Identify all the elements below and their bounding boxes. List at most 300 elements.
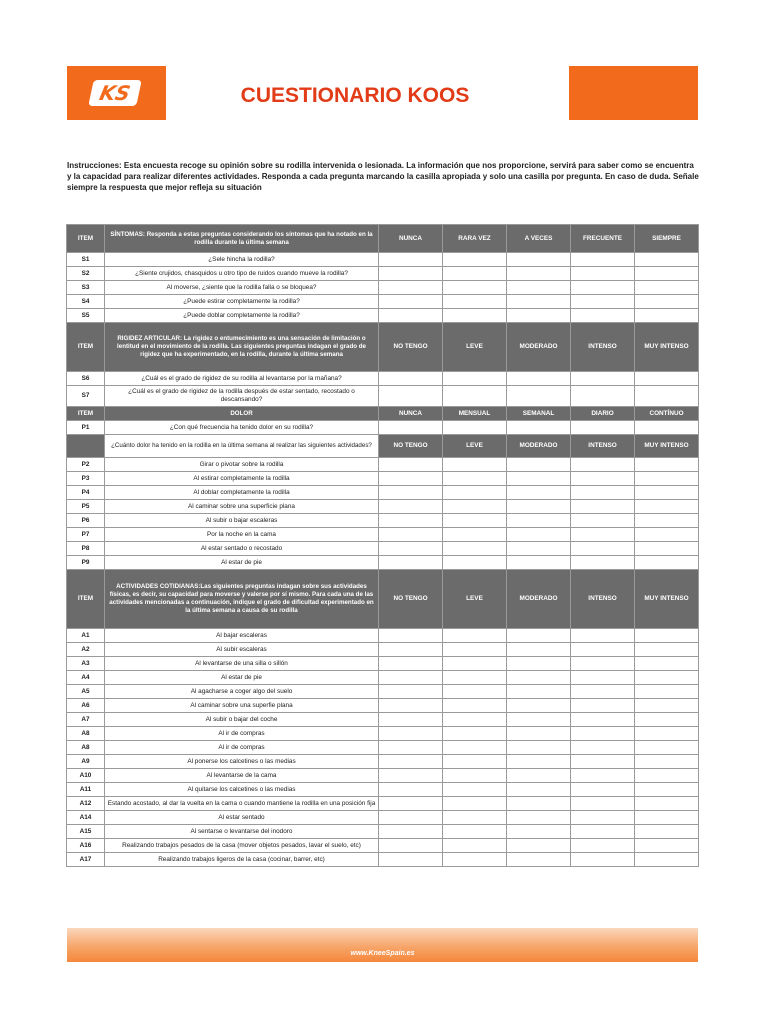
question-row xyxy=(67,783,699,797)
dolor-q-text: Al doblar completamente la rodilla xyxy=(105,486,379,500)
answer-checkbox[interactable] xyxy=(443,685,507,699)
answer-checkbox[interactable] xyxy=(443,797,507,811)
actividades-q-text: Realizando trabajos ligeros de la casa (cocinar, barrer, etc) xyxy=(105,853,379,867)
actividades-q-id: A1 xyxy=(67,629,105,643)
dolor-q-id: P6 xyxy=(67,514,105,528)
answer-checkbox[interactable] xyxy=(379,629,443,643)
answer-checkbox[interactable] xyxy=(571,783,635,797)
answer-checkbox[interactable] xyxy=(443,825,507,839)
answer-checkbox[interactable] xyxy=(571,643,635,657)
answer-checkbox[interactable] xyxy=(443,458,507,472)
answer-checkbox[interactable] xyxy=(635,472,699,486)
answer-checkbox[interactable] xyxy=(571,797,635,811)
actividades-q-id: A8 xyxy=(67,727,105,741)
actividades-q-text: Al caminar sobre una superfie plana xyxy=(105,699,379,713)
answer-checkbox[interactable] xyxy=(507,825,571,839)
rigidez-item-label: ITEM xyxy=(67,323,105,372)
actividades-title: ACTIVIDADES COTIDIANAS:Las siguientes preguntas indagan sobre sus actividades físicas, es decir, su capacidad para moverse y valerse por sí mismo. Para cada una de las actividades mencionadas a continuación, indique el grado de dificultad experimentado en la última semana a causa de su rodilla xyxy=(105,570,379,629)
answer-checkbox[interactable] xyxy=(507,309,571,323)
answer-checkbox[interactable] xyxy=(507,295,571,309)
answer-checkbox[interactable] xyxy=(635,783,699,797)
answer-checkbox[interactable] xyxy=(507,458,571,472)
instructions-text: Instrucciones: Esta encuesta recoge su opinión sobre su rodilla intervenida o lesionada. La información que nos proporcione, servirá para saber como se encuentra y la capacidad para realizar diferentes actividades. Responda a cada pregunta marcando la casilla apropiada y solo una casilla por pregunta. En caso de duda. Señale siempre la respuesta que mejor refleja su situación xyxy=(67,161,699,192)
answer-checkbox[interactable] xyxy=(571,486,635,500)
answer-checkbox[interactable] xyxy=(571,853,635,867)
dolor-q-text: Al estar sentado o recostado xyxy=(105,542,379,556)
answer-checkbox[interactable] xyxy=(379,528,443,542)
answer-checkbox[interactable] xyxy=(379,769,443,783)
answer-checkbox[interactable] xyxy=(507,386,571,407)
logo: KS xyxy=(88,80,142,106)
answer-checkbox[interactable] xyxy=(507,839,571,853)
actividades-q-text: Al levantarse de una silla o sillón xyxy=(105,657,379,671)
answer-checkbox[interactable] xyxy=(443,267,507,281)
answer-checkbox[interactable] xyxy=(443,657,507,671)
question-row xyxy=(67,657,699,671)
answer-checkbox[interactable] xyxy=(443,309,507,323)
dolor-option-1: MENSUAL xyxy=(443,407,507,421)
rigidez-option-0: NO TENGO xyxy=(379,323,443,372)
sintomas-option-1: RARA VEZ xyxy=(443,225,507,253)
answer-checkbox[interactable] xyxy=(507,685,571,699)
sintomas-q-id: S1 xyxy=(67,253,105,267)
answer-checkbox[interactable] xyxy=(571,514,635,528)
answer-checkbox[interactable] xyxy=(571,727,635,741)
answer-checkbox[interactable] xyxy=(443,372,507,386)
answer-checkbox[interactable] xyxy=(635,372,699,386)
answer-checkbox[interactable] xyxy=(635,528,699,542)
actividades-q-id: A12 xyxy=(67,797,105,811)
answer-checkbox[interactable] xyxy=(635,309,699,323)
rigidez-q-text: ¿Cuál es el grado de rigidez de la rodilla después de estar sentado, recostado o descansando? xyxy=(105,386,379,407)
answer-checkbox[interactable] xyxy=(571,458,635,472)
answer-checkbox[interactable] xyxy=(571,755,635,769)
answer-checkbox[interactable] xyxy=(379,281,443,295)
answer-checkbox[interactable] xyxy=(507,755,571,769)
question-row xyxy=(67,514,699,528)
answer-checkbox[interactable] xyxy=(507,421,571,435)
question-row xyxy=(67,500,699,514)
dolor-sub-header-row xyxy=(67,435,699,458)
answer-checkbox[interactable] xyxy=(571,741,635,755)
answer-checkbox[interactable] xyxy=(379,727,443,741)
question-row xyxy=(67,727,699,741)
question-row xyxy=(67,825,699,839)
answer-checkbox[interactable] xyxy=(443,386,507,407)
answer-checkbox[interactable] xyxy=(379,514,443,528)
actividades-q-id: A16 xyxy=(67,839,105,853)
question-row xyxy=(67,542,699,556)
rigidez-option-1: LEVE xyxy=(443,323,507,372)
rigidez-q-id: S6 xyxy=(67,372,105,386)
answer-checkbox[interactable] xyxy=(635,755,699,769)
answer-checkbox[interactable] xyxy=(379,685,443,699)
question-row xyxy=(67,839,699,853)
question-row xyxy=(67,458,699,472)
answer-checkbox[interactable] xyxy=(507,741,571,755)
answer-checkbox[interactable] xyxy=(571,386,635,407)
answer-checkbox[interactable] xyxy=(635,657,699,671)
question-row xyxy=(67,713,699,727)
question-row xyxy=(67,853,699,867)
answer-checkbox[interactable] xyxy=(635,486,699,500)
footer-url: www.KneeSpain.es xyxy=(350,950,415,957)
actividades-option-3: INTENSO xyxy=(571,570,635,629)
answer-checkbox[interactable] xyxy=(379,853,443,867)
answer-checkbox[interactable] xyxy=(635,839,699,853)
actividades-q-text: Al subir o bajar del coche xyxy=(105,713,379,727)
answer-checkbox[interactable] xyxy=(571,769,635,783)
answer-checkbox[interactable] xyxy=(379,657,443,671)
answer-checkbox[interactable] xyxy=(635,797,699,811)
sintomas-option-4: SIEMPRE xyxy=(635,225,699,253)
question-row xyxy=(67,486,699,500)
dolor-q-text: Al estirar completamente la rodilla xyxy=(105,472,379,486)
question-row xyxy=(67,671,699,685)
answer-checkbox[interactable] xyxy=(635,713,699,727)
answer-checkbox[interactable] xyxy=(379,542,443,556)
answer-checkbox[interactable] xyxy=(507,797,571,811)
dolor-sub-title: ¿Cuánto dolor ha tenido en la rodilla en la última semana al realizar las siguientes actividades? xyxy=(105,435,379,458)
header-orange-block xyxy=(569,66,698,120)
answer-checkbox[interactable] xyxy=(507,542,571,556)
answer-checkbox[interactable] xyxy=(635,853,699,867)
dolor-option-0: NUNCA xyxy=(379,407,443,421)
sintomas-option-0: NUNCA xyxy=(379,225,443,253)
answer-checkbox[interactable] xyxy=(635,295,699,309)
answer-checkbox[interactable] xyxy=(443,295,507,309)
actividades-q-text: Estando acostado, al dar la vuelta en la cama o cuando mantiene la rodilla en una posición fija xyxy=(105,797,379,811)
page-title: CUESTIONARIO KOOS xyxy=(240,84,470,107)
question-row xyxy=(67,741,699,755)
actividades-option-2: MODERADO xyxy=(507,570,571,629)
dolor-q-text: ¿Con qué frecuencia ha tenido dolor en su rodilla? xyxy=(105,421,379,435)
rigidez-header-row xyxy=(67,323,699,372)
answer-checkbox[interactable] xyxy=(379,783,443,797)
dolor-sub-option-0: NO TENGO xyxy=(379,435,443,458)
answer-checkbox[interactable] xyxy=(635,643,699,657)
actividades-q-text: Al agacharse a coger algo del suelo xyxy=(105,685,379,699)
answer-checkbox[interactable] xyxy=(507,500,571,514)
sintomas-title: SÍNTOMAS: Responda a estas preguntas considerando los síntomas que ha notado en la rodilla durante la última semana xyxy=(105,225,379,253)
actividades-q-text: Al estar sentado xyxy=(105,811,379,825)
answer-checkbox[interactable] xyxy=(379,458,443,472)
answer-checkbox[interactable] xyxy=(443,281,507,295)
answer-checkbox[interactable] xyxy=(443,727,507,741)
answer-checkbox[interactable] xyxy=(443,783,507,797)
sintomas-header-row xyxy=(67,225,699,253)
actividades-q-text: Al subir escaleras xyxy=(105,643,379,657)
question-row xyxy=(67,755,699,769)
question-row xyxy=(67,811,699,825)
actividades-q-id: A17 xyxy=(67,853,105,867)
question-row xyxy=(67,629,699,643)
answer-checkbox[interactable] xyxy=(443,472,507,486)
actividades-q-id: A5 xyxy=(67,685,105,699)
question-row xyxy=(67,267,699,281)
answer-checkbox[interactable] xyxy=(571,657,635,671)
sintomas-q-id: S4 xyxy=(67,295,105,309)
answer-checkbox[interactable] xyxy=(635,386,699,407)
answer-checkbox[interactable] xyxy=(507,514,571,528)
answer-checkbox[interactable] xyxy=(507,267,571,281)
actividades-header-row xyxy=(67,570,699,629)
answer-checkbox[interactable] xyxy=(571,309,635,323)
rigidez-option-3: INTENSO xyxy=(571,323,635,372)
answer-checkbox[interactable] xyxy=(379,797,443,811)
answer-checkbox[interactable] xyxy=(379,500,443,514)
answer-checkbox[interactable] xyxy=(635,458,699,472)
answer-checkbox[interactable] xyxy=(443,629,507,643)
question-row xyxy=(67,699,699,713)
actividades-item-label: ITEM xyxy=(67,570,105,629)
answer-checkbox[interactable] xyxy=(571,825,635,839)
answer-checkbox[interactable] xyxy=(507,671,571,685)
actividades-q-text: Al ir de compras xyxy=(105,741,379,755)
answer-checkbox[interactable] xyxy=(379,372,443,386)
actividades-q-id: A3 xyxy=(67,657,105,671)
rigidez-q-text: ¿Cuál es el grado de rigidez de su rodilla al levantarse por la mañana? xyxy=(105,372,379,386)
answer-checkbox[interactable] xyxy=(635,741,699,755)
question-row xyxy=(67,769,699,783)
answer-checkbox[interactable] xyxy=(379,825,443,839)
dolor-q-text: Al estar de pie xyxy=(105,556,379,570)
question-row xyxy=(67,372,699,386)
answer-checkbox[interactable] xyxy=(443,421,507,435)
actividades-q-text: Al bajar escaleras xyxy=(105,629,379,643)
answer-checkbox[interactable] xyxy=(443,713,507,727)
answer-checkbox[interactable] xyxy=(635,671,699,685)
sintomas-item-label: ITEM xyxy=(67,225,105,253)
answer-checkbox[interactable] xyxy=(443,741,507,755)
answer-checkbox[interactable] xyxy=(635,685,699,699)
answer-checkbox[interactable] xyxy=(571,281,635,295)
answer-checkbox[interactable] xyxy=(507,556,571,570)
answer-checkbox[interactable] xyxy=(443,528,507,542)
answer-checkbox[interactable] xyxy=(443,500,507,514)
answer-checkbox[interactable] xyxy=(443,839,507,853)
question-row xyxy=(67,685,699,699)
answer-checkbox[interactable] xyxy=(507,643,571,657)
dolor-q-id: P4 xyxy=(67,486,105,500)
question-row xyxy=(67,556,699,570)
answer-checkbox[interactable] xyxy=(571,253,635,267)
answer-checkbox[interactable] xyxy=(379,309,443,323)
question-row xyxy=(67,386,699,407)
dolor-q-id: P9 xyxy=(67,556,105,570)
answer-checkbox[interactable] xyxy=(443,699,507,713)
answer-checkbox[interactable] xyxy=(571,713,635,727)
answer-checkbox[interactable] xyxy=(507,472,571,486)
actividades-q-id: A15 xyxy=(67,825,105,839)
dolor-q-id: P8 xyxy=(67,542,105,556)
answer-checkbox[interactable] xyxy=(507,657,571,671)
sintomas-q-id: S2 xyxy=(67,267,105,281)
answer-checkbox[interactable] xyxy=(571,500,635,514)
answer-checkbox[interactable] xyxy=(443,755,507,769)
answer-checkbox[interactable] xyxy=(635,556,699,570)
actividades-option-0: NO TENGO xyxy=(379,570,443,629)
sintomas-q-text: ¿Siente crujidos, chasquidos u otro tipo de ruidos cuando mueve la rodilla? xyxy=(105,267,379,281)
answer-checkbox[interactable] xyxy=(379,839,443,853)
answer-checkbox[interactable] xyxy=(571,267,635,281)
rigidez-title: RIGIDEZ ARTICULAR: La rigidez o entumecimiento es una sensación de limitación o lentitud en el movimiento de la rodilla. Las siguientes preguntas indagan el grado de rigidez que ha experimentado, en la rodilla, durante la última semana xyxy=(105,323,379,372)
rigidez-q-id: S7 xyxy=(67,386,105,407)
answer-checkbox[interactable] xyxy=(443,514,507,528)
answer-checkbox[interactable] xyxy=(635,629,699,643)
answer-checkbox[interactable] xyxy=(635,825,699,839)
actividades-q-id: A11 xyxy=(67,783,105,797)
sintomas-option-3: FRECUENTE xyxy=(571,225,635,253)
answer-checkbox[interactable] xyxy=(443,643,507,657)
actividades-q-id: A8 xyxy=(67,741,105,755)
dolor-sub-option-3: INTENSO xyxy=(571,435,635,458)
dolor-q-text: Al subir o bajar escaleras xyxy=(105,514,379,528)
actividades-q-text: Al ir de compras xyxy=(105,727,379,741)
dolor-header-row xyxy=(67,407,699,421)
answer-checkbox[interactable] xyxy=(507,629,571,643)
answer-checkbox[interactable] xyxy=(571,421,635,435)
answer-checkbox[interactable] xyxy=(571,542,635,556)
sintomas-q-text: ¿Puede doblar completamente la rodilla? xyxy=(105,309,379,323)
dolor-q-id: P5 xyxy=(67,500,105,514)
answer-checkbox[interactable] xyxy=(443,811,507,825)
answer-checkbox[interactable] xyxy=(507,853,571,867)
answer-checkbox[interactable] xyxy=(571,699,635,713)
answer-checkbox[interactable] xyxy=(507,727,571,741)
answer-checkbox[interactable] xyxy=(571,295,635,309)
question-row xyxy=(67,421,699,435)
answer-checkbox[interactable] xyxy=(635,500,699,514)
answer-checkbox[interactable] xyxy=(635,253,699,267)
actividades-q-id: A9 xyxy=(67,755,105,769)
answer-checkbox[interactable] xyxy=(635,542,699,556)
answer-checkbox[interactable] xyxy=(443,542,507,556)
answer-checkbox[interactable] xyxy=(379,556,443,570)
actividades-q-text: Realizando trabajos pesados de la casa (mover objetos pesados, lavar el suelo, etc) xyxy=(105,839,379,853)
dolor-q-id: P7 xyxy=(67,528,105,542)
actividades-q-text: Al quitarse los calcetines o las medias xyxy=(105,783,379,797)
answer-checkbox[interactable] xyxy=(379,671,443,685)
logo-box xyxy=(67,66,166,120)
answer-checkbox[interactable] xyxy=(379,643,443,657)
rigidez-option-2: MODERADO xyxy=(507,323,571,372)
actividades-q-text: Al estar de pie xyxy=(105,671,379,685)
sintomas-q-id: S5 xyxy=(67,309,105,323)
question-row xyxy=(67,472,699,486)
answer-checkbox[interactable] xyxy=(635,727,699,741)
answer-checkbox[interactable] xyxy=(379,486,443,500)
actividades-q-text: Al ponerse los calcetines o las medias xyxy=(105,755,379,769)
answer-checkbox[interactable] xyxy=(379,295,443,309)
answer-checkbox[interactable] xyxy=(507,253,571,267)
answer-checkbox[interactable] xyxy=(443,769,507,783)
dolor-title: DOLOR xyxy=(105,407,379,421)
answer-checkbox[interactable] xyxy=(379,253,443,267)
answer-checkbox[interactable] xyxy=(571,556,635,570)
answer-checkbox[interactable] xyxy=(379,741,443,755)
answer-checkbox[interactable] xyxy=(571,472,635,486)
question-row xyxy=(67,528,699,542)
actividades-q-id: A2 xyxy=(67,643,105,657)
answer-checkbox[interactable] xyxy=(379,267,443,281)
answer-checkbox[interactable] xyxy=(379,386,443,407)
dolor-q-id: P2 xyxy=(67,458,105,472)
answer-checkbox[interactable] xyxy=(507,811,571,825)
answer-checkbox[interactable] xyxy=(571,811,635,825)
footer-band xyxy=(67,928,698,962)
dolor-sub-option-2: MODERADO xyxy=(507,435,571,458)
answer-checkbox[interactable] xyxy=(443,853,507,867)
answer-checkbox[interactable] xyxy=(571,685,635,699)
answer-checkbox[interactable] xyxy=(507,713,571,727)
question-row xyxy=(67,309,699,323)
answer-checkbox[interactable] xyxy=(443,671,507,685)
answer-checkbox[interactable] xyxy=(507,769,571,783)
question-row xyxy=(67,253,699,267)
answer-checkbox[interactable] xyxy=(443,253,507,267)
answer-checkbox[interactable] xyxy=(443,556,507,570)
sintomas-q-text: ¿Puede estirar completamente la rodilla? xyxy=(105,295,379,309)
koos-questionnaire-table xyxy=(66,224,699,867)
answer-checkbox[interactable] xyxy=(635,267,699,281)
answer-checkbox[interactable] xyxy=(507,281,571,295)
actividades-q-text: Al levantarse de la cama xyxy=(105,769,379,783)
answer-checkbox[interactable] xyxy=(507,486,571,500)
answer-checkbox[interactable] xyxy=(635,699,699,713)
sintomas-q-text: ¿Sele hincha la rodilla? xyxy=(105,253,379,267)
answer-checkbox[interactable] xyxy=(443,486,507,500)
answer-checkbox[interactable] xyxy=(507,783,571,797)
answer-checkbox[interactable] xyxy=(571,671,635,685)
dolor-q-text: Por la noche en la cama xyxy=(105,528,379,542)
dolor-sub-empty-cell xyxy=(67,435,105,458)
answer-checkbox[interactable] xyxy=(635,281,699,295)
actividades-q-id: A14 xyxy=(67,811,105,825)
question-row xyxy=(67,643,699,657)
answer-checkbox[interactable] xyxy=(507,699,571,713)
answer-checkbox[interactable] xyxy=(571,372,635,386)
answer-checkbox[interactable] xyxy=(571,528,635,542)
answer-checkbox[interactable] xyxy=(379,699,443,713)
answer-checkbox[interactable] xyxy=(379,713,443,727)
dolor-q-id: P1 xyxy=(67,421,105,435)
dolor-option-4: CONTÍNUO xyxy=(635,407,699,421)
dolor-q-id: P3 xyxy=(67,472,105,486)
answer-checkbox[interactable] xyxy=(635,811,699,825)
answer-checkbox[interactable] xyxy=(507,372,571,386)
answer-checkbox[interactable] xyxy=(571,629,635,643)
answer-checkbox[interactable] xyxy=(507,528,571,542)
answer-checkbox[interactable] xyxy=(379,472,443,486)
actividades-option-4: MUY INTENSO xyxy=(635,570,699,629)
actividades-q-id: A7 xyxy=(67,713,105,727)
sintomas-option-2: A VECES xyxy=(507,225,571,253)
answer-checkbox[interactable] xyxy=(379,811,443,825)
rigidez-option-4: MUY INTENSO xyxy=(635,323,699,372)
actividades-option-1: LEVE xyxy=(443,570,507,629)
answer-checkbox[interactable] xyxy=(379,755,443,769)
answer-checkbox[interactable] xyxy=(635,514,699,528)
dolor-q-text: Girar o pivotar sobre la rodilla xyxy=(105,458,379,472)
answer-checkbox[interactable] xyxy=(571,839,635,853)
dolor-item-label: ITEM xyxy=(67,407,105,421)
answer-checkbox[interactable] xyxy=(635,769,699,783)
answer-checkbox[interactable] xyxy=(379,421,443,435)
dolor-sub-option-1: LEVE xyxy=(443,435,507,458)
actividades-q-id: A6 xyxy=(67,699,105,713)
answer-checkbox[interactable] xyxy=(635,421,699,435)
